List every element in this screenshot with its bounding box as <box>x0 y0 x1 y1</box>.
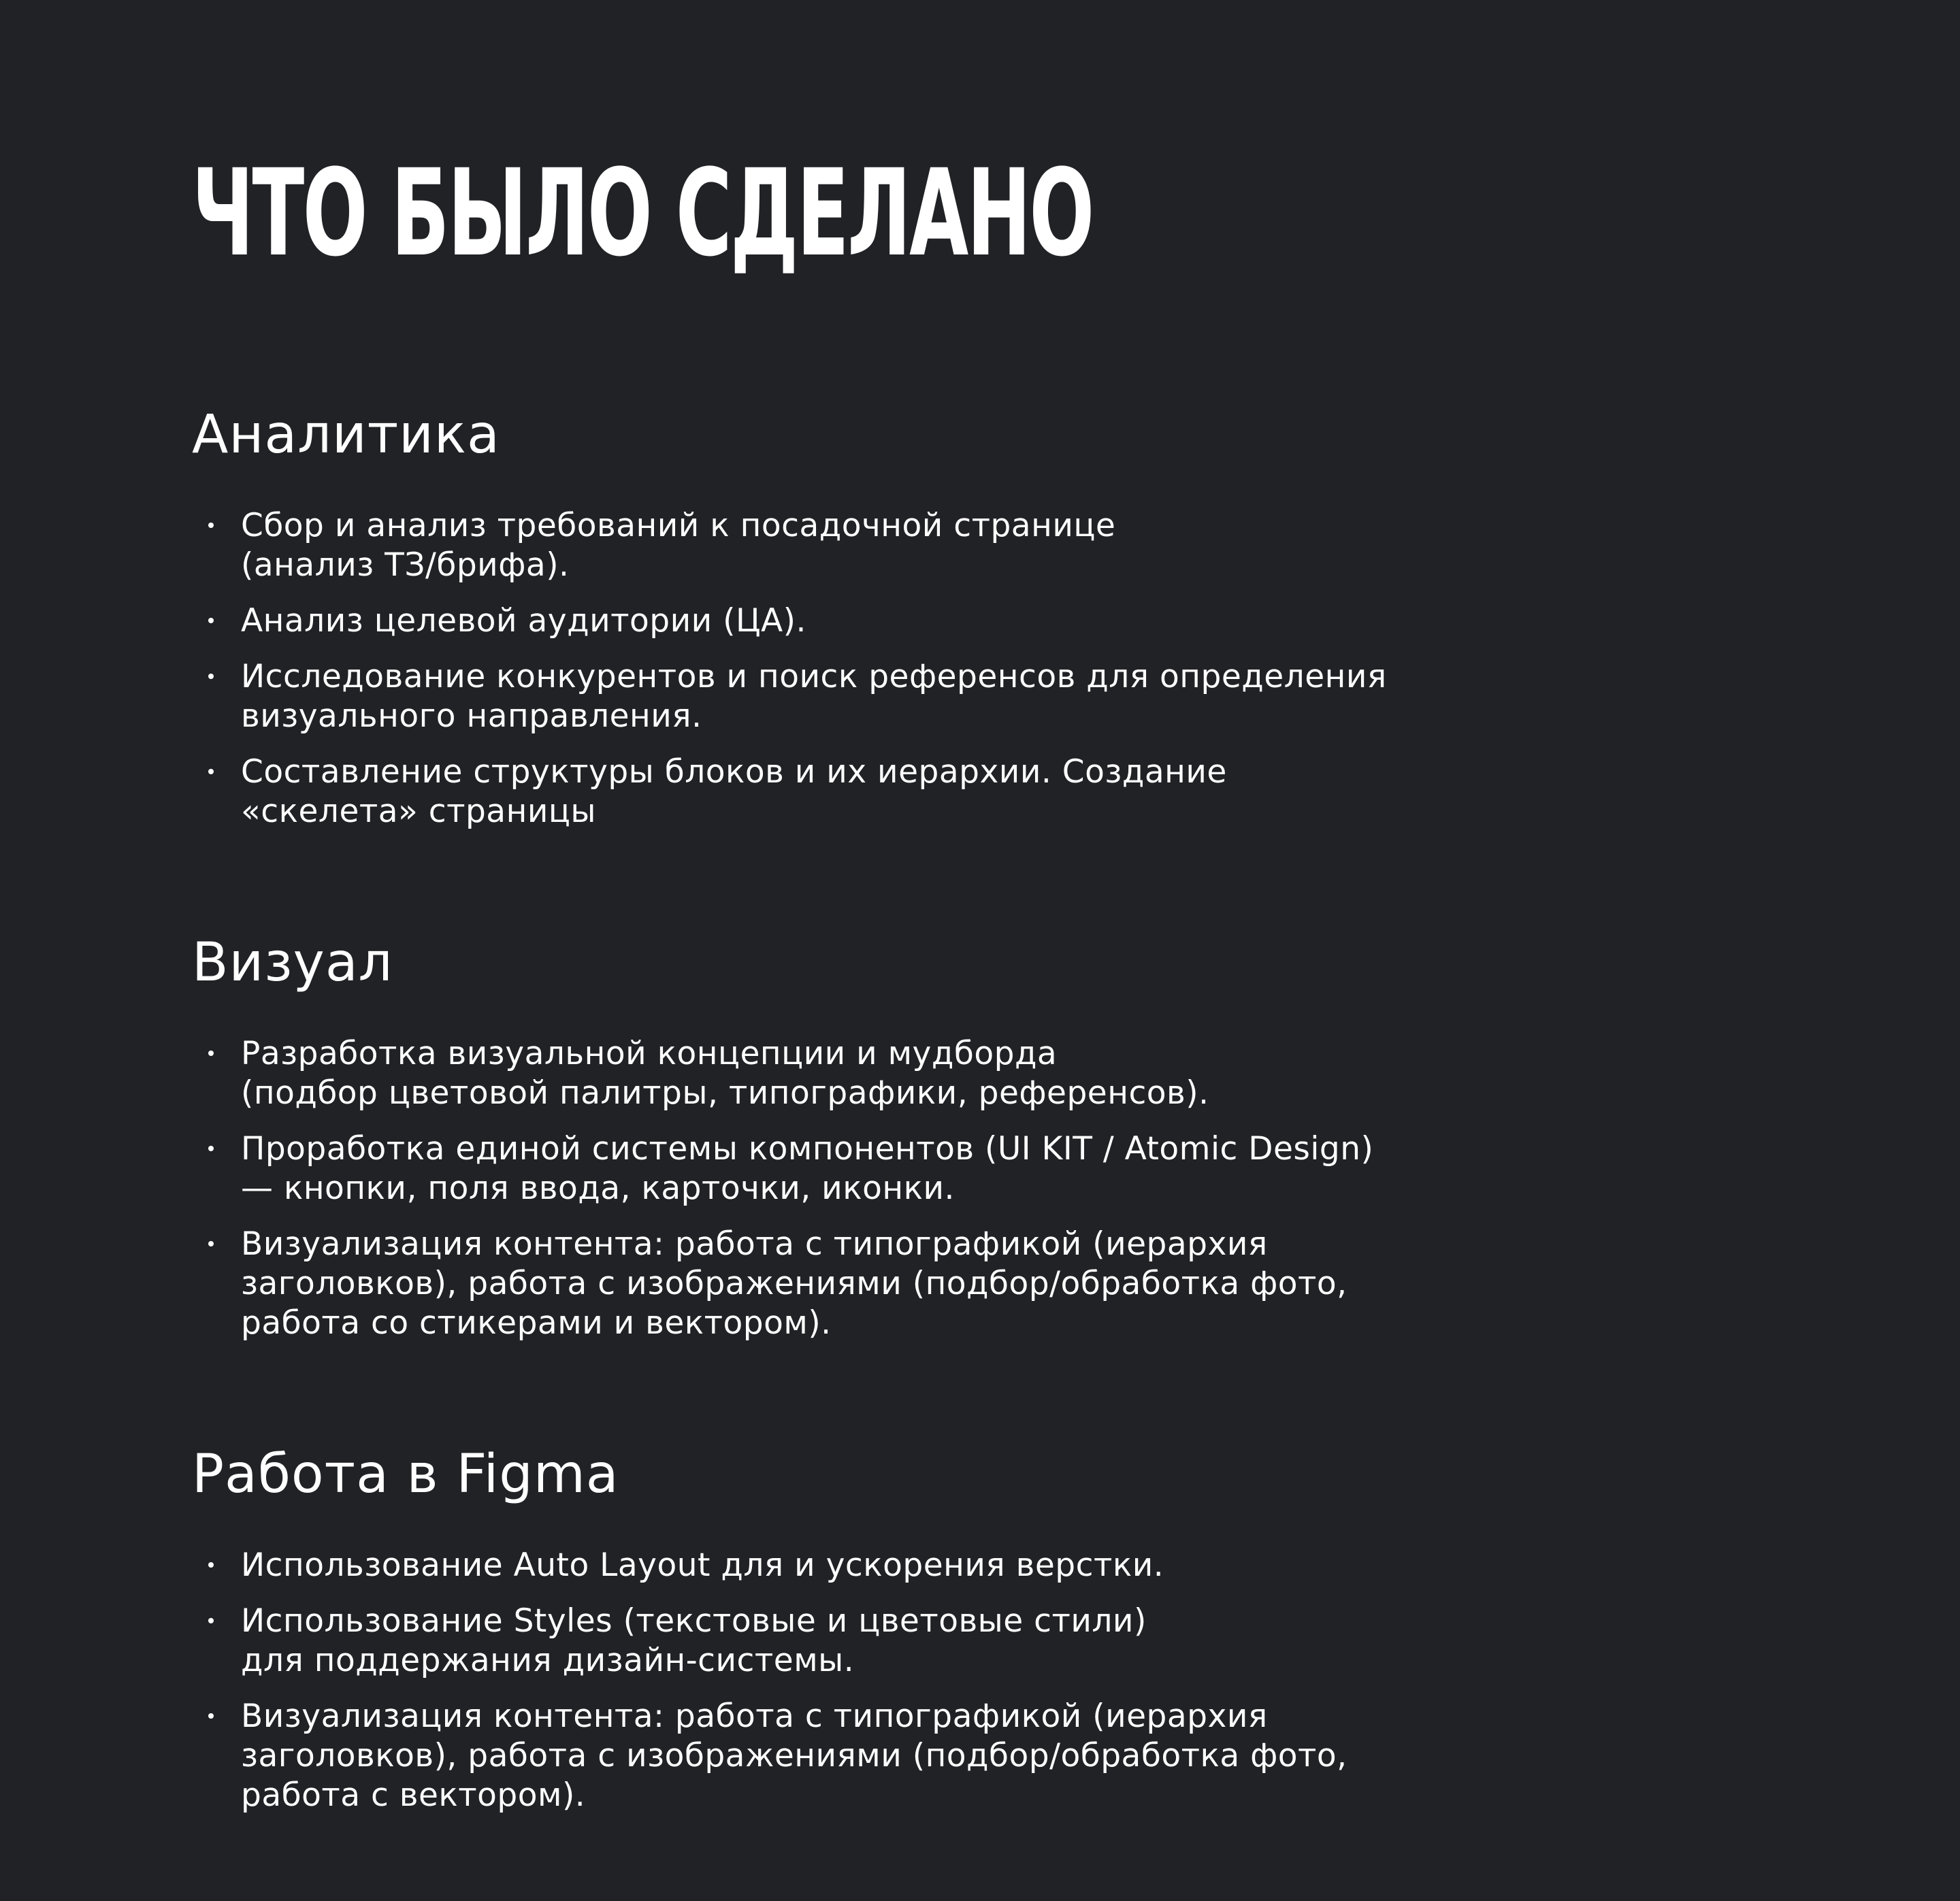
item-line: Анализ целевой аудитории (ЦА). <box>241 602 806 640</box>
section-figma <box>192 1444 1689 1832</box>
item-line: визуального направления. <box>241 697 702 735</box>
section-title: Аналитика <box>192 404 500 465</box>
bullet-dot <box>208 618 214 623</box>
bullet-list <box>192 506 1689 831</box>
item-line: Использование Styles (текстовые и цветовые стили) <box>241 1602 1147 1640</box>
item-line: заголовков), работа с изображениями (подбор/обработка фото, <box>241 1265 1348 1302</box>
item-line: Исследование конкурентов и поиск референсов для определения <box>241 658 1387 695</box>
bullet-dot <box>208 1146 214 1151</box>
list-item <box>192 1546 1689 1585</box>
bullet-list <box>192 1034 1689 1343</box>
item-line: «скелета» страницы <box>241 793 596 830</box>
item-line: Визуализация контента: работа с типографикой (иерархия <box>241 1225 1268 1263</box>
section-analytics <box>192 404 1689 848</box>
bullet-dot <box>208 1051 214 1056</box>
item-line: работа со стикерами и вектором). <box>241 1304 832 1342</box>
item-line: — кнопки, поля ввода, карточки, иконки. <box>241 1170 955 1207</box>
section-title: Визуал <box>192 932 393 993</box>
item-line: (анализ ТЗ/брифа). <box>241 546 570 584</box>
page-title: ЧТО БЫЛО СДЕЛАНО <box>192 144 1093 283</box>
bullet-dot <box>208 523 214 528</box>
section-title: Работа в Figma <box>192 1444 619 1505</box>
item-line: заголовков), работа с изображениями (подбор/обработка фото, <box>241 1737 1348 1774</box>
bullet-dot <box>208 769 214 774</box>
item-line: (подбор цветовой палитры, типографики, референсов). <box>241 1074 1209 1112</box>
list-item <box>192 1225 1689 1343</box>
list-item <box>192 1034 1689 1113</box>
item-line: Использование Auto Layout для и ускорения верстки. <box>241 1547 1164 1584</box>
bullet-dot <box>208 1241 214 1246</box>
list-item <box>192 657 1689 736</box>
item-line: Сбор и анализ требований к посадочной странице <box>241 507 1116 544</box>
bullet-dot <box>208 1562 214 1568</box>
list-item <box>192 1129 1689 1208</box>
item-line: Проработка единой системы компонентов (UI KIT / Atomic Design) <box>241 1130 1374 1168</box>
bullet-dot <box>208 674 214 679</box>
list-item <box>192 601 1689 641</box>
item-line: Разработка визуальной концепции и мудборда <box>241 1035 1058 1072</box>
item-line: работа с вектором). <box>241 1776 586 1814</box>
bullet-dot <box>208 1713 214 1719</box>
bullet-list <box>192 1546 1689 1815</box>
item-line: Визуализация контента: работа с типографикой (иерархия <box>241 1698 1268 1735</box>
bullet-dot <box>208 1618 214 1623</box>
item-line: для поддержания дизайн-системы. <box>241 1642 855 1679</box>
section-visual <box>192 932 1689 1359</box>
list-item <box>192 506 1689 585</box>
list-item <box>192 1697 1689 1815</box>
item-line: Составление структуры блоков и их иерархии. Создание <box>241 753 1227 791</box>
list-item <box>192 753 1689 831</box>
list-item <box>192 1602 1689 1681</box>
